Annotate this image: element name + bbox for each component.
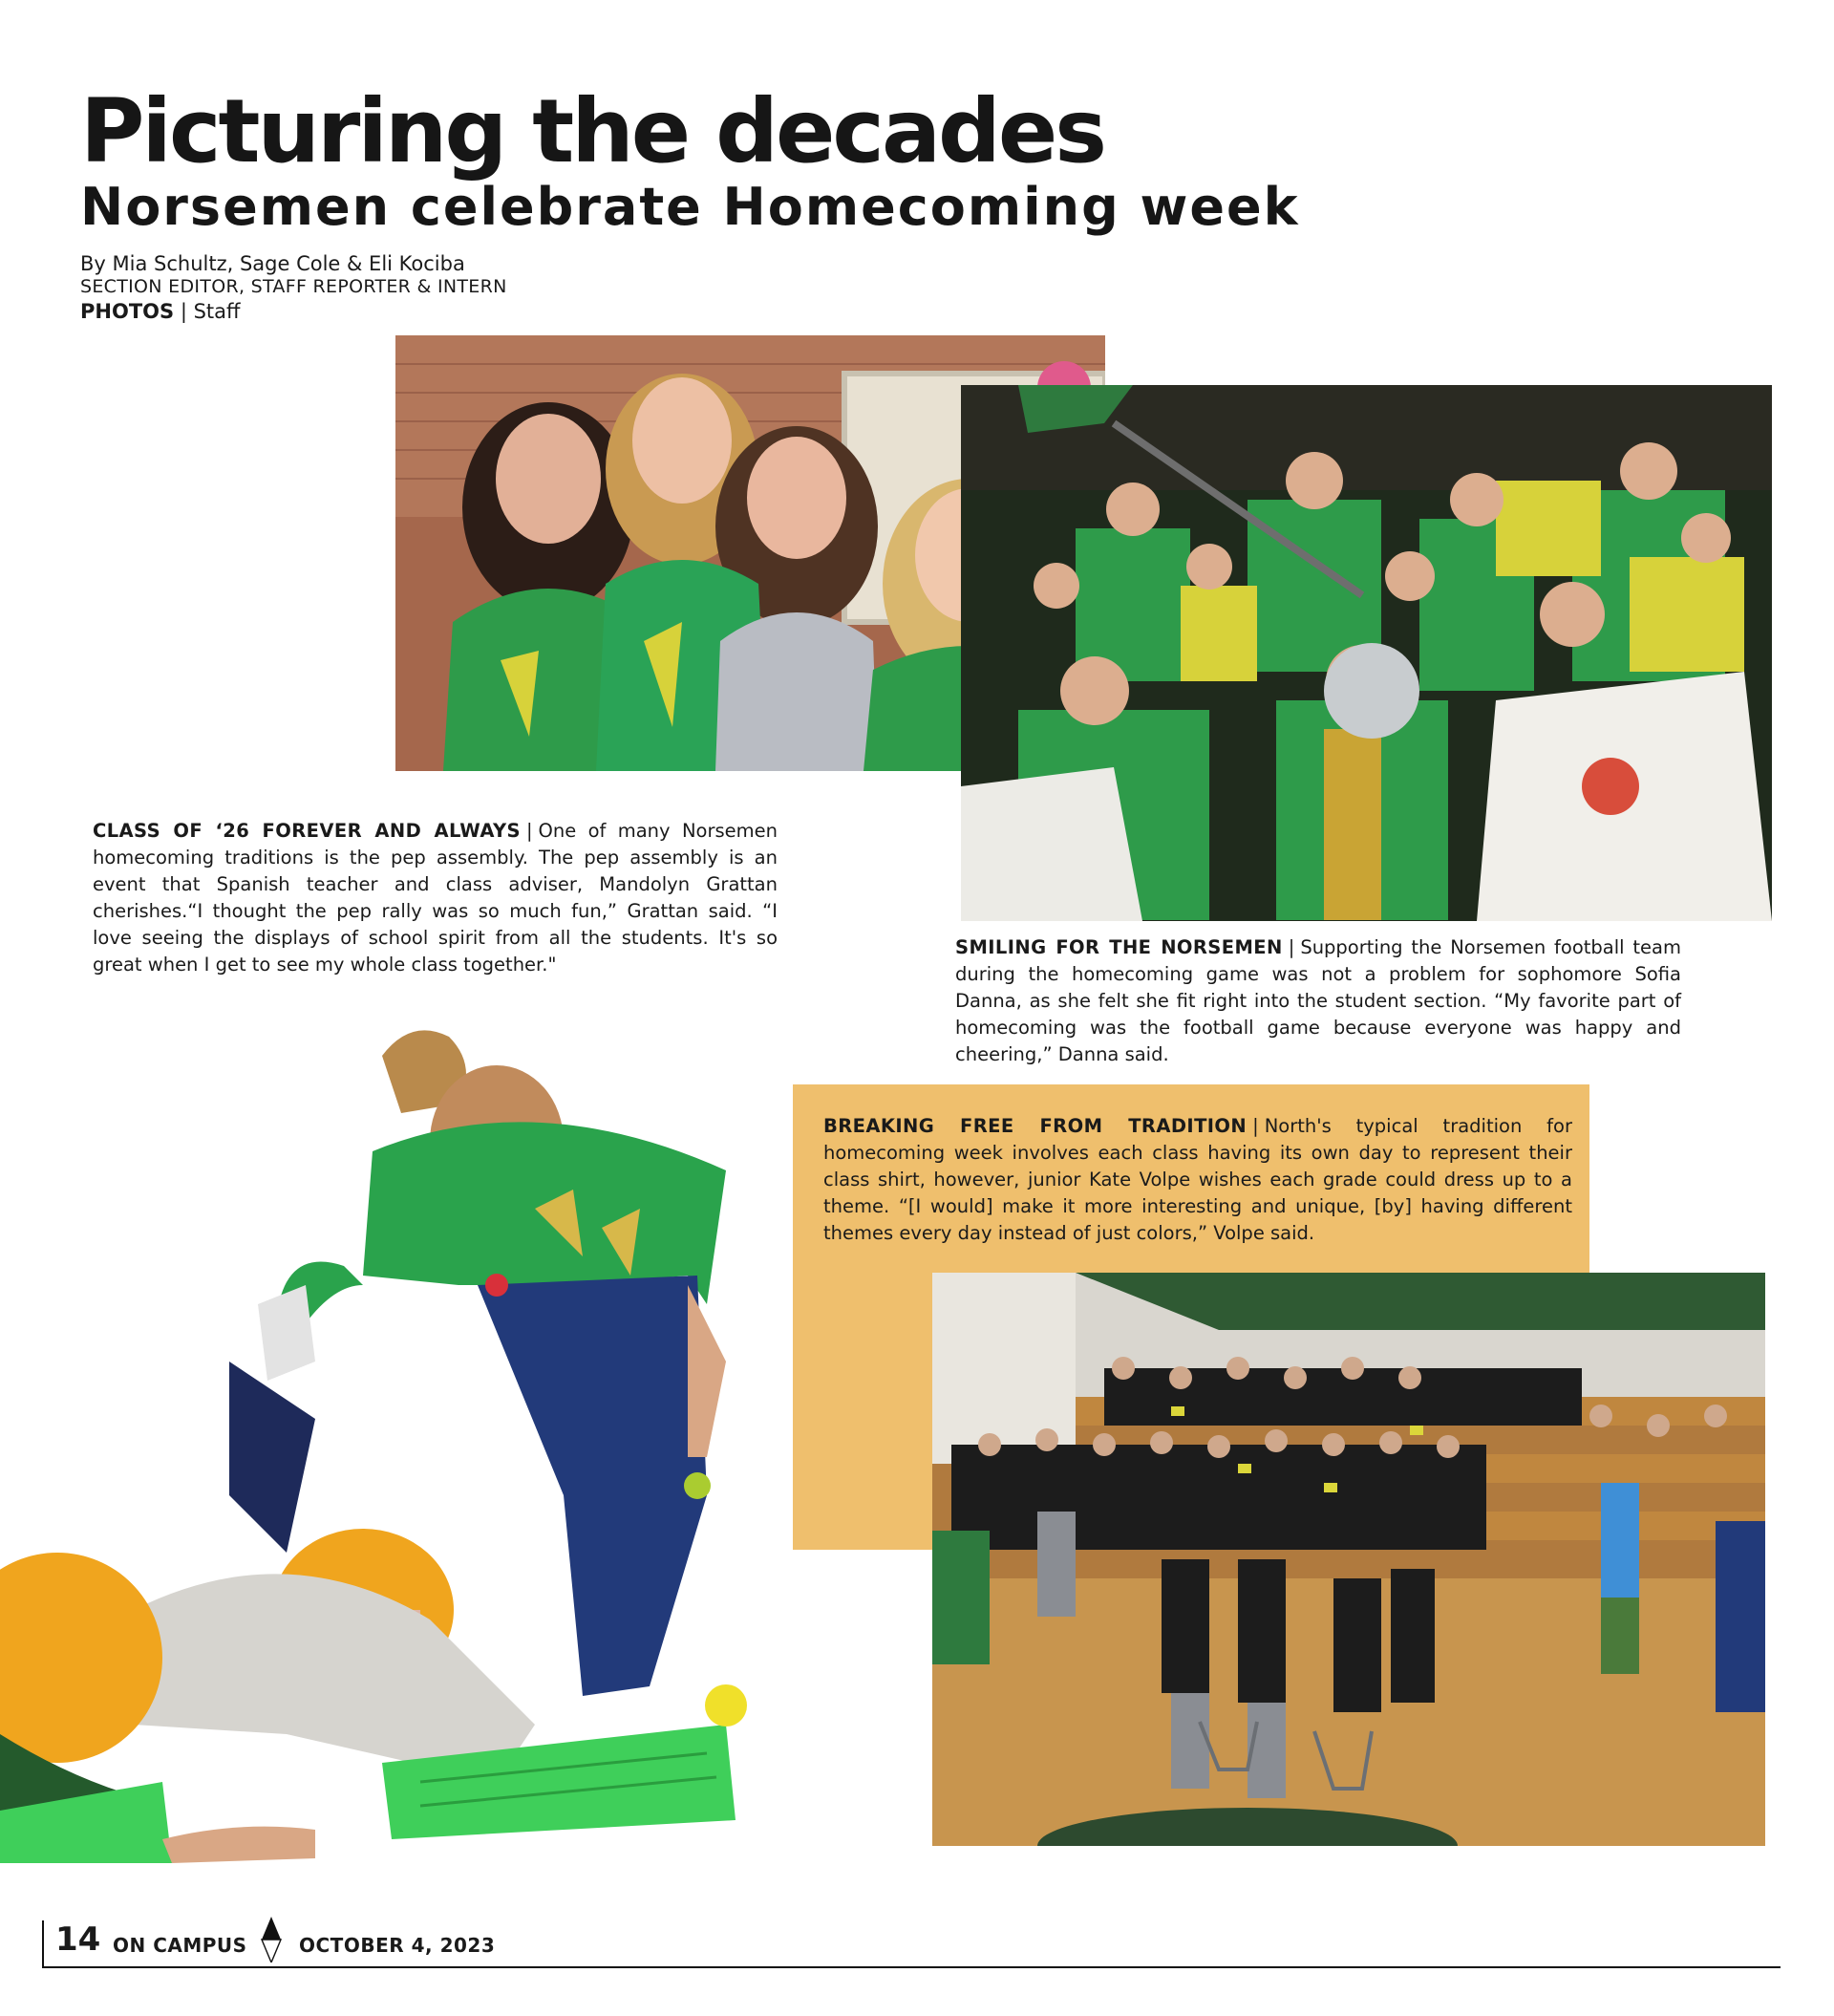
photo-credit-separator: | bbox=[180, 300, 187, 323]
caption-breaking-free bbox=[823, 1113, 1572, 1247]
headline: Picturing the decades bbox=[80, 80, 1105, 182]
caption-smiling-separator: | bbox=[1288, 936, 1295, 958]
caption-smiling-kicker: SMILING FOR THE NORSEMEN bbox=[955, 936, 1283, 958]
footer-section-name: ON CAMPUS bbox=[113, 1934, 247, 1957]
photo-pep-assembly-cutout bbox=[0, 998, 764, 1863]
photo-credit-name: Staff bbox=[193, 300, 241, 323]
footer-horizontal-rule bbox=[42, 1966, 1781, 1968]
byline-authors: By Mia Schultz, Sage Cole & Eli Kociba bbox=[80, 252, 465, 275]
photo-credit bbox=[80, 299, 507, 324]
caption-breaking-text: North's typical tradition for homecoming week involves each class having its own day to represent their class shirt, however, junior Kate Volpe wishes each grade could dress up to a theme. “[I would] make it more interesting and unique, [by] having different themes every day instead of just colors,” Volpe said. bbox=[823, 1115, 1572, 1244]
caption-breaking-separator: | bbox=[1252, 1115, 1259, 1137]
compass-needle-icon bbox=[261, 1917, 282, 1962]
subhead: Norsemen celebrate Homecoming week bbox=[80, 177, 1300, 237]
photo-credit-label: PHOTOS bbox=[80, 300, 175, 323]
caption-smiling-text: Supporting the Norsemen football team during the homecoming game was not a problem for sophomore Sofia Danna, as she felt she fit right into the student section. “My favorite part of homecoming was the football game because everyone was happy and cheering,” Danna said. bbox=[955, 936, 1682, 1065]
byline-roles: SECTION EDITOR, STAFF REPORTER & INTERN bbox=[80, 276, 507, 298]
caption-class-of-26-kicker: CLASS OF ‘26 FOREVER AND ALWAYS bbox=[93, 820, 521, 842]
footer-issue-date: OCTOBER 4, 2023 bbox=[299, 1934, 496, 1957]
photo-gym-assembly bbox=[932, 1273, 1765, 1846]
byline-block bbox=[80, 251, 507, 324]
photo-student-section-crowd bbox=[961, 385, 1772, 921]
footer-vertical-rule bbox=[42, 1920, 44, 1968]
caption-breaking-kicker: BREAKING FREE FROM TRADITION bbox=[823, 1115, 1248, 1137]
caption-class-of-26-text: One of many Norsemen homecoming traditions is the pep assembly. The pep assembly is an event that Spanish teacher and class adviser, Mandolyn Grattan cherishes.“I thought the pep rally was so much fun,” Grattan said. “I love seeing the displays of school spirit from all the students. It's so great when I get to see my whole class together." bbox=[93, 820, 778, 976]
caption-class-of-26 bbox=[93, 818, 778, 978]
caption-smiling-for-norsemen bbox=[955, 934, 1681, 1068]
caption-class-of-26-separator: | bbox=[525, 820, 533, 842]
page-number: 14 bbox=[55, 1920, 101, 1959]
